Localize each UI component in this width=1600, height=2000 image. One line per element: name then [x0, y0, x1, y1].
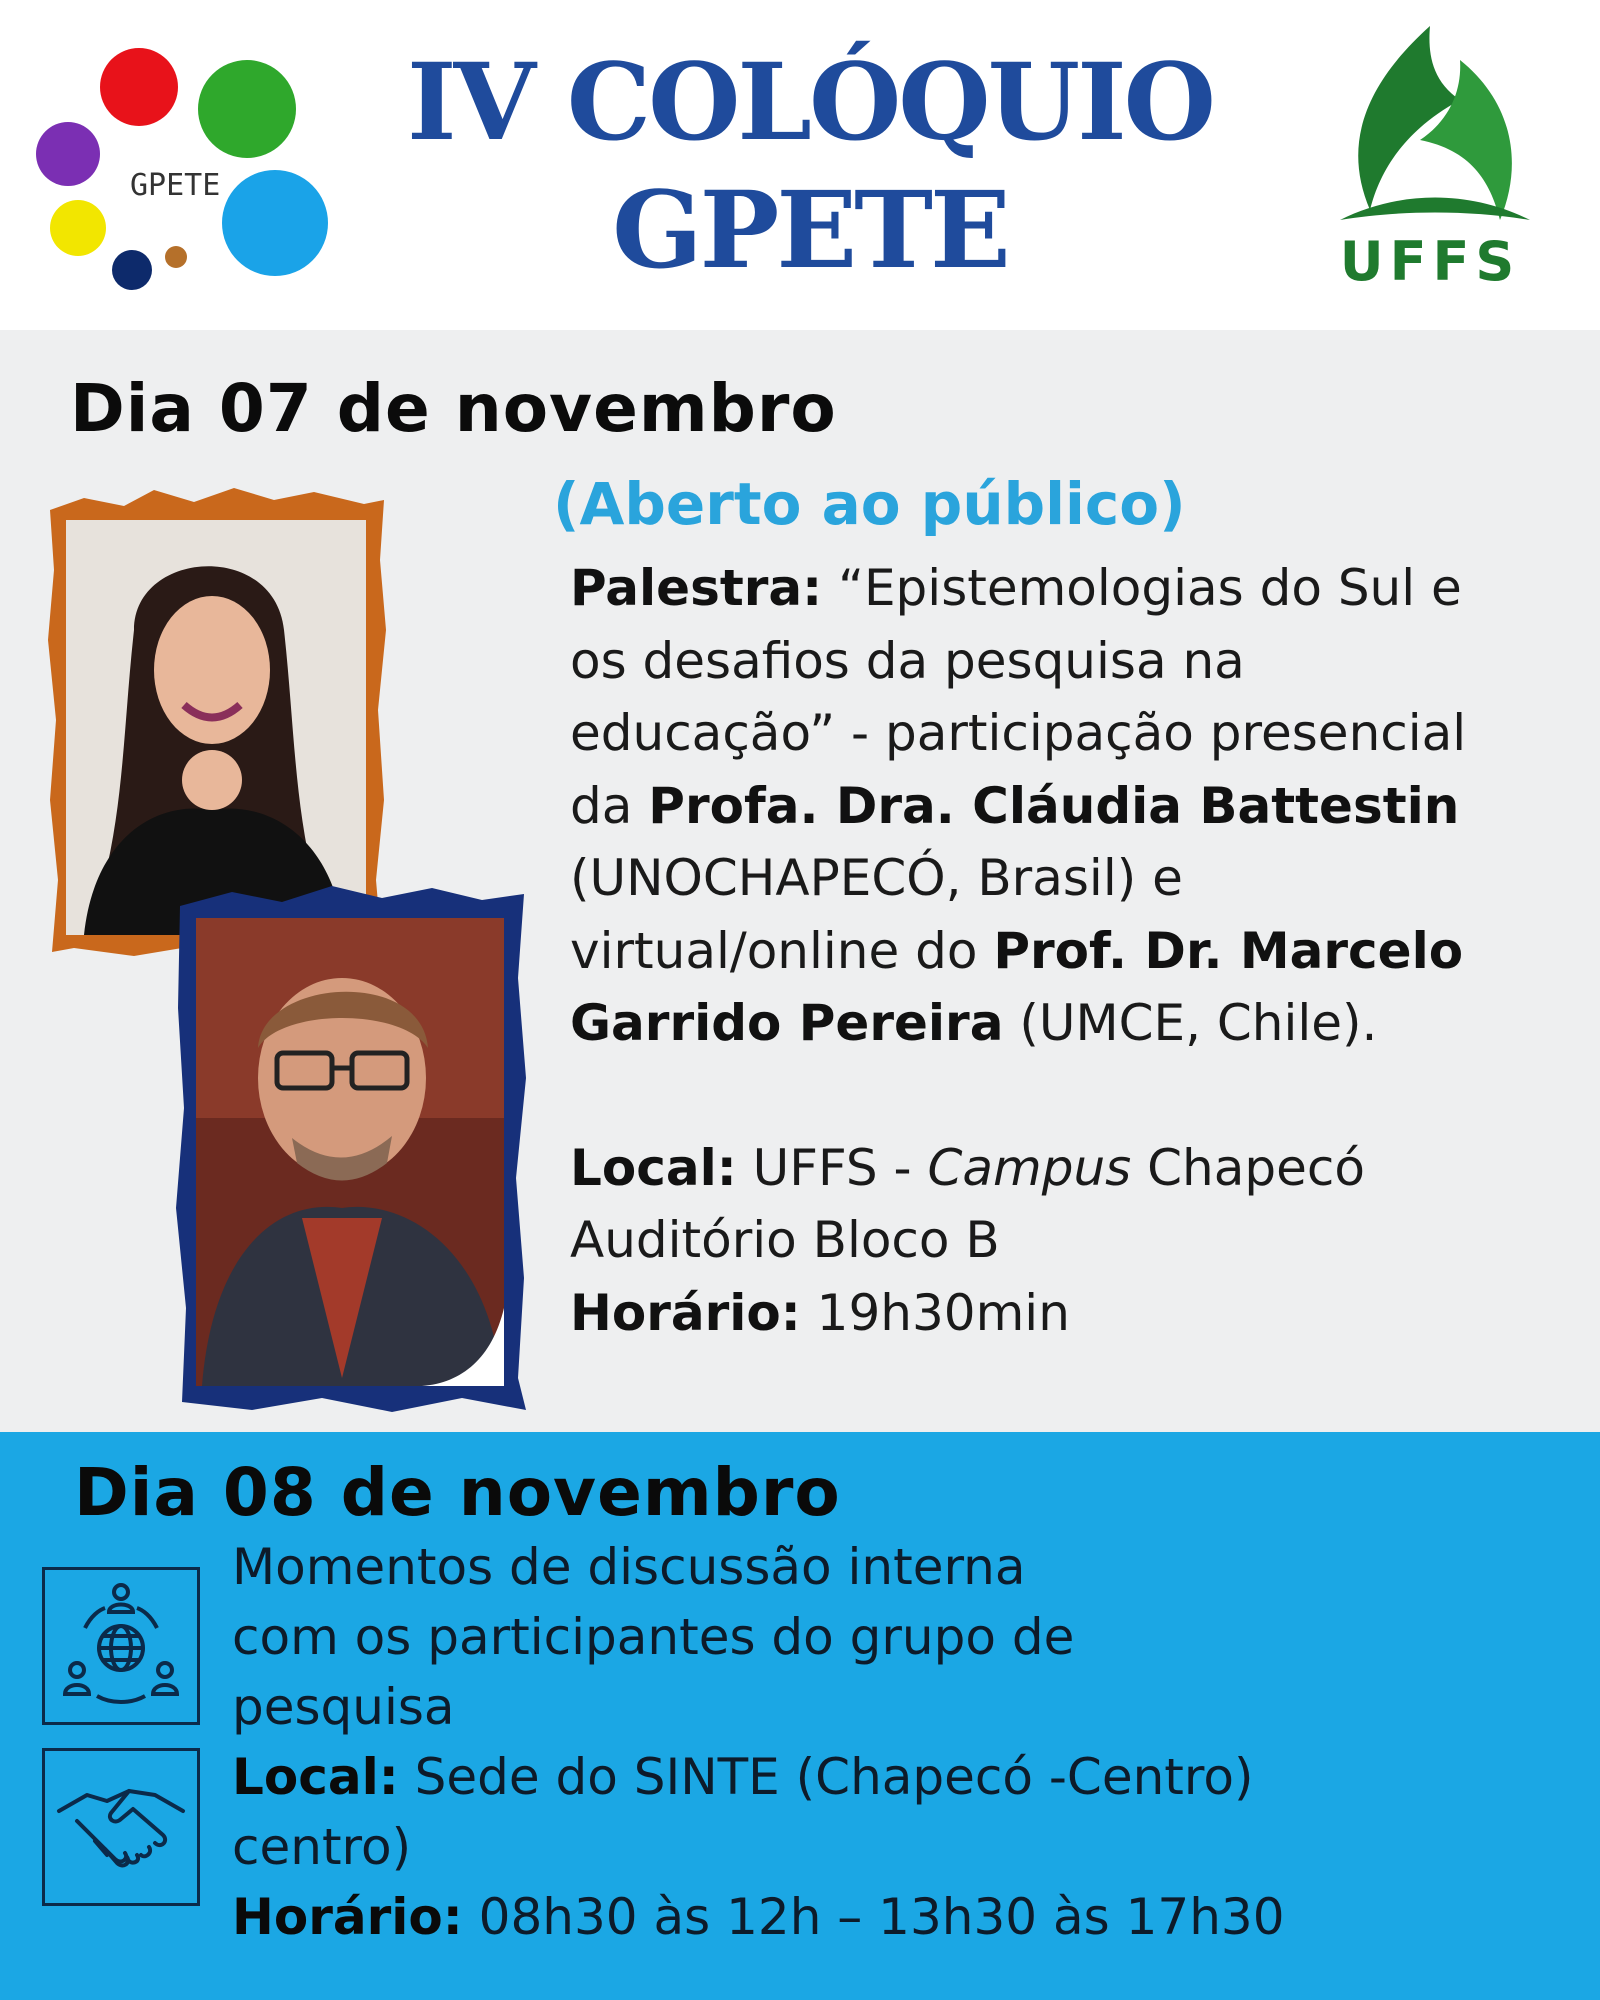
- day2-horario-label: Horário:: [232, 1888, 463, 1946]
- header: [0, 0, 1600, 330]
- day2-line-2: com os participantes do grupo de: [232, 1608, 1075, 1666]
- palestra-line-1: [570, 552, 1570, 625]
- palestra-line-3: educação” - participação presencial: [570, 704, 1467, 762]
- speaker-photo-marcelo: [172, 878, 532, 1418]
- uffs-flame-icon: [1310, 20, 1550, 240]
- day1-section: [0, 330, 1600, 1432]
- day2-horario-value: 08h30 às 12h – 13h30 às 17h30: [478, 1888, 1285, 1946]
- palestra-line-5: (UNOCHAPECÓ, Brasil) e: [570, 849, 1183, 907]
- day2-local-value: Sede do SINTE (Chapecó -Centro): [414, 1748, 1254, 1806]
- palestra-line-2: os desafios da pesquisa na: [570, 631, 1245, 690]
- palestra-text-6: virtual/online do: [570, 921, 978, 980]
- blue-dot: [222, 170, 328, 276]
- title-line-2: GPETE: [612, 167, 1008, 292]
- day2-title: Dia 08 de novembro: [74, 1454, 841, 1531]
- palestra-line-7: [570, 987, 1570, 1060]
- day2-line-1: Momentos de discussão interna: [232, 1538, 1026, 1596]
- horario-label: Horário:: [570, 1283, 801, 1342]
- horario-line: [570, 1277, 1570, 1350]
- day2-local-line-2: centro): [232, 1818, 412, 1876]
- open-to-public-note: (Aberto ao público): [553, 470, 1186, 538]
- page-title: [340, 38, 1280, 294]
- palestra-label: Palestra:: [570, 559, 823, 617]
- horario-value: 19h30min: [816, 1283, 1070, 1342]
- local-line-1: [570, 1132, 1570, 1205]
- day2-local-label: Local:: [232, 1748, 399, 1806]
- title-line-1: IV COLÓQUIO: [407, 39, 1213, 164]
- navy-dot: [112, 250, 152, 290]
- yellow-dot: [50, 200, 106, 256]
- purple-dot: [36, 122, 100, 186]
- palestra-text-1: “Epistemologias do Sul e: [838, 559, 1462, 617]
- local-label: Local:: [570, 1138, 737, 1197]
- palestra-text-7: (UMCE, Chile).: [1019, 994, 1378, 1052]
- speaker-name-marcelo-2: Garrido Pereira: [570, 994, 1004, 1052]
- palestra-line-4: [570, 770, 1570, 843]
- red-dot: [100, 48, 178, 126]
- gpete-logo: [30, 40, 340, 300]
- palestra-line-6: [570, 915, 1570, 988]
- uffs-logo: [1310, 20, 1550, 300]
- day2-details: [232, 1532, 1572, 1952]
- local-pre: UFFS -: [752, 1138, 912, 1197]
- uffs-logo-text: UFFS: [1339, 230, 1521, 293]
- day1-title: Dia 07 de novembro: [70, 370, 837, 447]
- local-line-2: Auditório Bloco B: [570, 1211, 1000, 1269]
- speaker-name-marcelo-1: Prof. Dr. Marcelo: [993, 921, 1464, 980]
- brown-dot: [165, 246, 187, 268]
- local-city: Chapecó: [1147, 1138, 1365, 1197]
- day2-section: [0, 1432, 1600, 2000]
- day2-local-line: [232, 1742, 1572, 1812]
- green-dot: [198, 60, 296, 158]
- gpete-logo-text: GPETE: [130, 168, 221, 203]
- group-globe-icon: [42, 1567, 200, 1725]
- day2-line-3: pesquisa: [232, 1678, 455, 1736]
- day1-details: [570, 552, 1570, 1349]
- day2-horario-line: [232, 1882, 1572, 1952]
- speaker-name-claudia: Profa. Dra. Cláudia Battestin: [648, 776, 1460, 835]
- handshake-icon: [42, 1748, 200, 1906]
- palestra-text-4: da: [570, 776, 633, 835]
- local-campus: Campus: [927, 1138, 1132, 1197]
